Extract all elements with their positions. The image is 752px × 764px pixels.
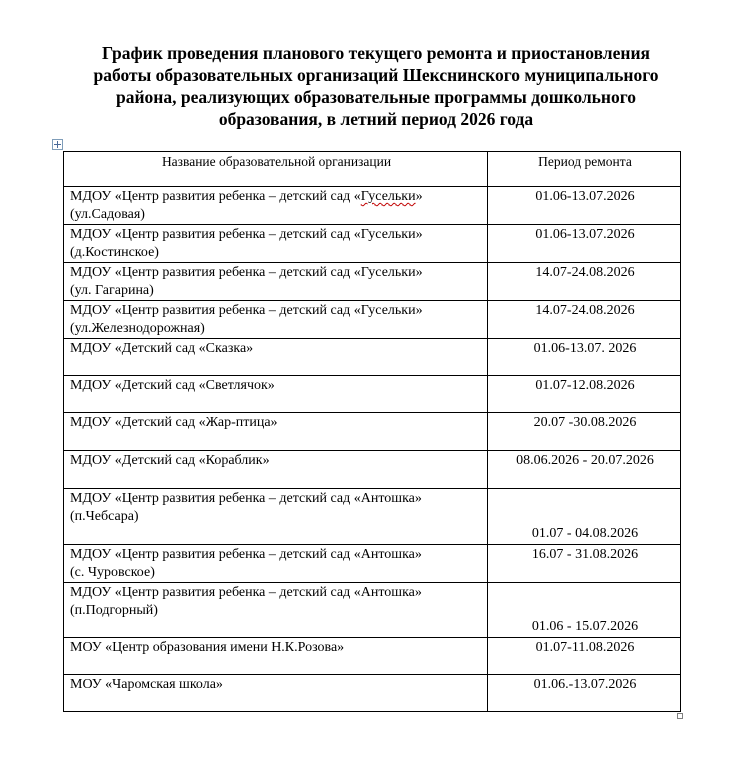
org-name-line: МДОУ «Центр развития ребенка – детский сад «Антошка» bbox=[70, 585, 422, 600]
org-name-line: МДОУ «Центр развития ребенка – детский сад «Гусельки» bbox=[70, 303, 423, 318]
table-row bbox=[64, 675, 681, 712]
table-row bbox=[64, 489, 681, 545]
org-location-line: (д.Костинское) bbox=[70, 245, 159, 260]
table-row bbox=[64, 187, 681, 225]
org-name-cell bbox=[64, 489, 488, 545]
table-resize-handle[interactable] bbox=[677, 713, 683, 719]
table-row bbox=[64, 339, 681, 376]
org-name-line: МДОУ «Детский сад «Светлячок» bbox=[70, 378, 275, 393]
repair-period-cell: 01.07-11.08.2026 bbox=[488, 638, 681, 675]
org-name-cell bbox=[64, 451, 488, 489]
org-name-cell bbox=[64, 638, 488, 675]
table-row bbox=[64, 263, 681, 301]
org-location-line: (п.Чебсара) bbox=[70, 509, 139, 524]
table-move-handle-icon[interactable] bbox=[52, 139, 63, 150]
org-name-cell bbox=[64, 675, 488, 712]
repair-period-cell: 20.07 -30.08.2026 bbox=[488, 413, 681, 451]
org-location-line: (ул. Гагарина) bbox=[70, 283, 154, 298]
repair-period-cell: 01.07 - 04.08.2026 bbox=[488, 489, 681, 545]
org-name-cell bbox=[64, 225, 488, 263]
org-name-cell bbox=[64, 187, 488, 225]
title-line: образования, в летний период 2026 года bbox=[218, 109, 534, 129]
org-location-line: (ул.Железнодорожная) bbox=[70, 321, 205, 336]
org-name-line: МДОУ «Детский сад «Кораблик» bbox=[70, 453, 270, 468]
org-location-line: (ул.Садовая) bbox=[70, 207, 145, 222]
header-org: Название образовательной организации bbox=[64, 152, 488, 187]
org-location-line: (с. Чуровское) bbox=[70, 565, 155, 580]
org-name-cell bbox=[64, 413, 488, 451]
repair-period-cell: 01.06-13.07. 2026 bbox=[488, 339, 681, 376]
org-name-line: МОУ «Центр образования имени Н.К.Розова» bbox=[70, 640, 345, 655]
org-name-cell bbox=[64, 339, 488, 376]
org-name-line: МОУ «Чаромская школа» bbox=[70, 677, 223, 692]
org-name-line: МДОУ «Центр развития ребенка – детский сад «Антошка» bbox=[70, 491, 422, 506]
table-row bbox=[64, 545, 681, 583]
org-name-cell bbox=[64, 583, 488, 638]
repair-period-cell: 01.07-12.08.2026 bbox=[488, 376, 681, 413]
document-title bbox=[40, 42, 712, 130]
org-name-cell bbox=[64, 376, 488, 413]
org-name-line: МДОУ «Детский сад «Жар-птица» bbox=[70, 415, 278, 430]
repair-period-cell: 14.07-24.08.2026 bbox=[488, 301, 681, 339]
table-header-row bbox=[64, 152, 681, 187]
org-name-line: МДОУ «Центр развития ребенка – детский сад «Гусельки» bbox=[70, 189, 423, 204]
header-period: Период ремонта bbox=[488, 152, 681, 187]
table-row bbox=[64, 413, 681, 451]
repair-period-cell: 01.06-13.07.2026 bbox=[488, 225, 681, 263]
org-name-cell bbox=[64, 263, 488, 301]
table-row bbox=[64, 583, 681, 638]
repair-period-cell: 16.07 - 31.08.2026 bbox=[488, 545, 681, 583]
org-name-line: МДОУ «Центр развития ребенка – детский сад «Гусельки» bbox=[70, 265, 423, 280]
repair-period-cell: 01.06 - 15.07.2026 bbox=[488, 583, 681, 638]
org-name-cell bbox=[64, 301, 488, 339]
title-line: График проведения планового текущего ремонта и приостановления bbox=[101, 43, 651, 63]
table-row bbox=[64, 301, 681, 339]
org-name-line: МДОУ «Центр развития ребенка – детский сад «Антошка» bbox=[70, 547, 422, 562]
org-name-line: МДОУ «Центр развития ребенка – детский сад «Гусельки» bbox=[70, 227, 423, 242]
org-name-cell bbox=[64, 545, 488, 583]
table-row bbox=[64, 638, 681, 675]
repair-period-cell: 01.06-13.07.2026 bbox=[488, 187, 681, 225]
org-name-line: МДОУ «Детский сад «Сказка» bbox=[70, 341, 254, 356]
repair-period-cell: 08.06.2026 - 20.07.2026 bbox=[488, 451, 681, 489]
table-row bbox=[64, 451, 681, 489]
table-row bbox=[64, 376, 681, 413]
repair-period-cell: 01.06.-13.07.2026 bbox=[488, 675, 681, 712]
title-line: работы образовательных организаций Шекснинского муниципального bbox=[93, 65, 659, 85]
title-line: района, реализующих образовательные программы дошкольного bbox=[115, 87, 637, 107]
table-row bbox=[64, 225, 681, 263]
repair-period-cell: 14.07-24.08.2026 bbox=[488, 263, 681, 301]
repair-schedule-table bbox=[63, 151, 681, 712]
org-location-line: (п.Подгорный) bbox=[70, 603, 158, 618]
